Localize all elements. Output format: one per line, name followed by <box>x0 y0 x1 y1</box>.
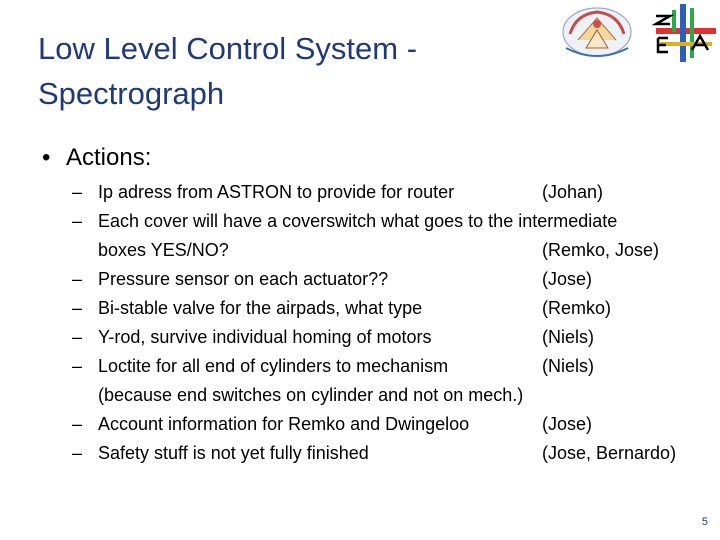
weave-logo-icon <box>652 2 720 64</box>
list-item <box>72 410 712 439</box>
slide-title <box>38 26 538 116</box>
item-text: Bi-stable valve for the airpads, what type <box>98 298 423 318</box>
dash-marker: – <box>72 182 83 202</box>
item-owner: (Johan) <box>542 182 604 202</box>
item-owner: (Remko, Jose) <box>542 240 660 260</box>
item-text: Ip adress from ASTRON to provide for router <box>98 182 455 202</box>
item-text: Safety stuff is not yet fully finished <box>98 443 369 463</box>
list-item-continuation <box>72 236 712 265</box>
item-text: Loctite for all end of cylinders to mechanism <box>98 356 449 376</box>
dash-marker: – <box>72 356 83 376</box>
dash-marker: – <box>72 414 83 434</box>
list-item <box>72 294 712 323</box>
page-number: 5 <box>701 516 708 528</box>
bullet-label: Actions: <box>66 144 152 171</box>
item-text: Y-rod, survive individual homing of motors <box>98 327 432 347</box>
item-owner: (Jose) <box>542 414 593 434</box>
slide-title-line1: Low Level Control System - <box>38 31 418 66</box>
badge-logo-icon <box>556 4 638 66</box>
item-owner: (Jose, Bernardo) <box>542 443 677 463</box>
item-text: boxes YES/NO? <box>98 240 229 260</box>
list-item <box>72 439 712 468</box>
list-item <box>72 323 712 352</box>
item-text: Account information for Remko and Dwingeloo <box>98 414 470 434</box>
list-item <box>72 352 712 381</box>
list-item <box>72 178 712 207</box>
slide-title-line2: Spectrograph <box>38 76 225 111</box>
dash-marker: – <box>72 298 83 318</box>
item-owner: (Niels) <box>542 327 594 347</box>
action-list <box>72 178 712 468</box>
dash-marker: – <box>72 443 83 463</box>
item-text: Each cover will have a coverswitch what goes to the intermediate <box>98 211 618 231</box>
item-text: Pressure sensor on each actuator?? <box>98 269 389 289</box>
item-owner: (Jose) <box>542 269 593 289</box>
item-owner: (Remko) <box>542 298 612 318</box>
bullet-actions <box>42 143 151 173</box>
list-item <box>72 207 712 236</box>
dash-marker: – <box>72 211 83 231</box>
bullet-marker: • <box>42 144 51 171</box>
item-text: (because end switches on cylinder and not on mech.) <box>98 385 524 405</box>
dash-marker: – <box>72 327 83 347</box>
list-item-continuation <box>72 381 712 410</box>
item-owner: (Niels) <box>542 356 594 376</box>
list-item <box>72 265 712 294</box>
dash-marker: – <box>72 269 83 289</box>
